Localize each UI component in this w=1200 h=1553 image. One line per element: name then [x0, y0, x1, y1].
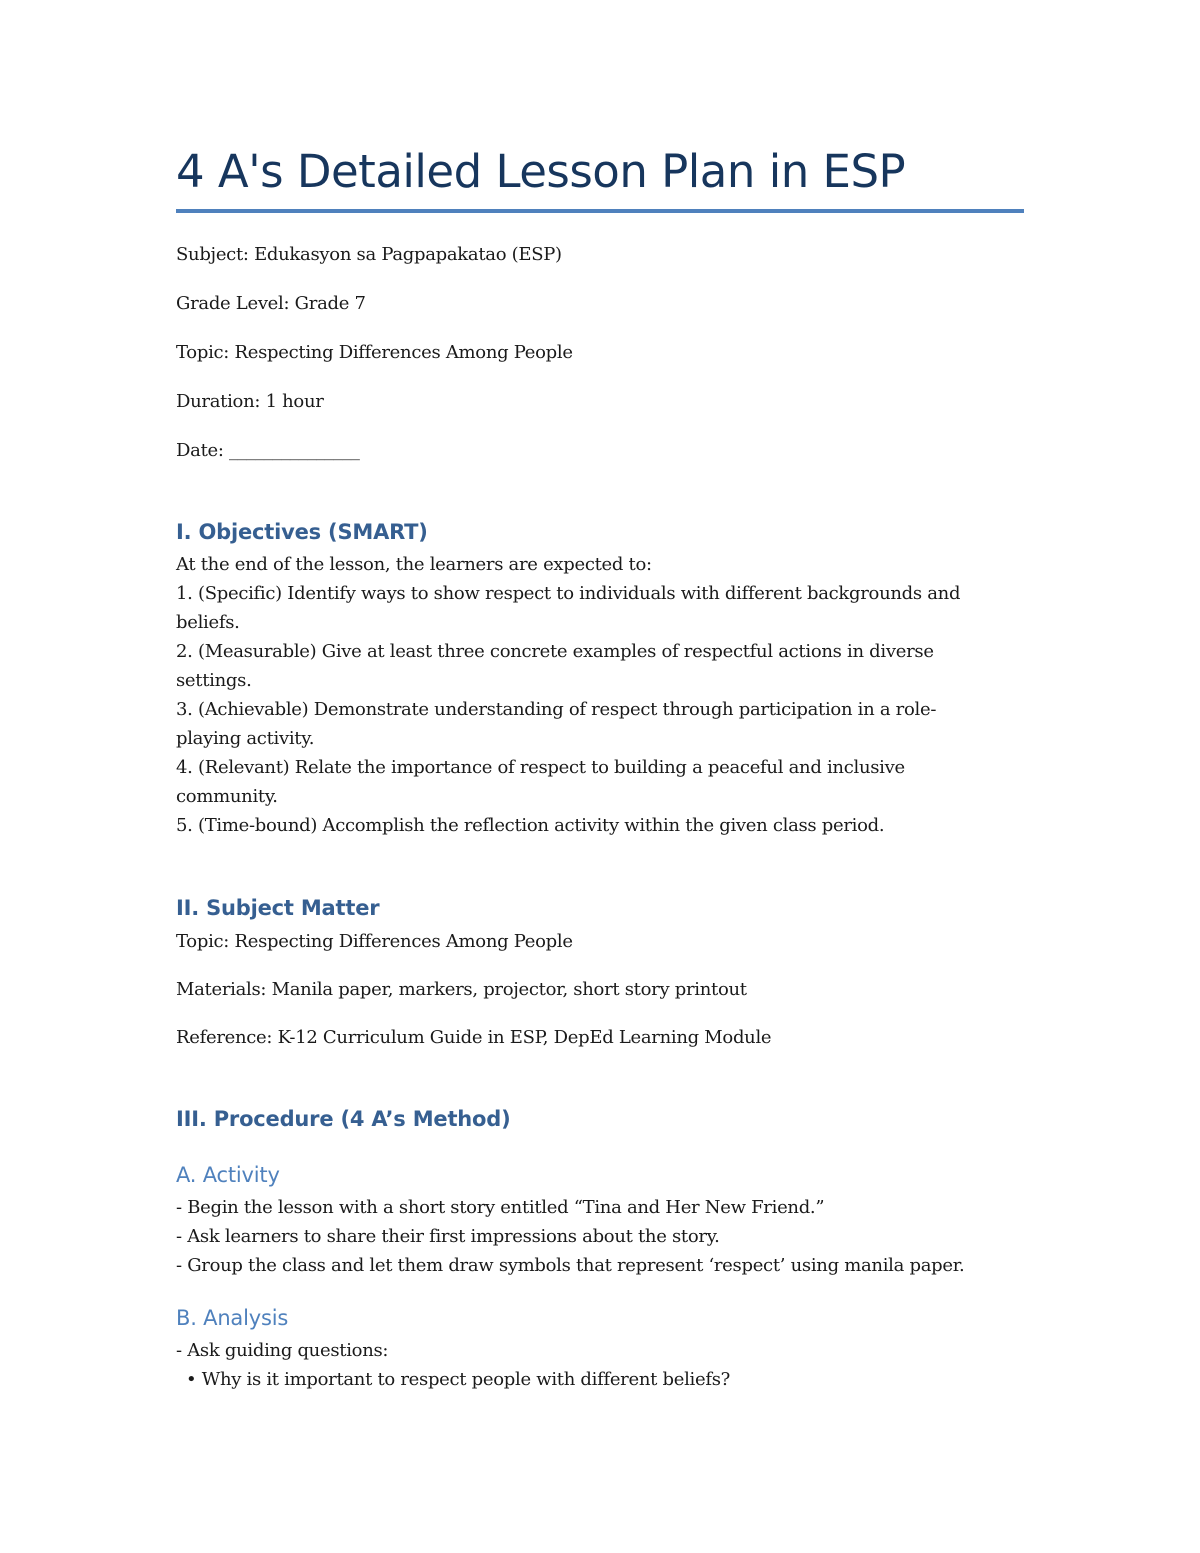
subject-matter-materials: Materials: Manila paper, markers, projector, short story printout	[176, 979, 747, 1000]
activity-line: - Group the class and let them draw symbols that represent ‘respect’ using manila paper.	[176, 1255, 965, 1276]
subject-matter-heading: II. Subject Matter	[176, 896, 380, 920]
objectives-line: 5. (Time-bound) Accomplish the reflection activity within the given class period.	[176, 815, 885, 836]
objectives-line: 4. (Relevant) Relate the importance of respect to building a peaceful and inclusive	[176, 757, 905, 778]
meta-subject: Subject: Edukasyon sa Pagpapakatao (ESP)	[176, 244, 562, 265]
subject-matter-topic: Topic: Respecting Differences Among People	[176, 931, 573, 952]
analysis-heading: B. Analysis	[176, 1306, 289, 1330]
objectives-line: 1. (Specific) Identify ways to show respect to individuals with different backgrounds and	[176, 583, 961, 604]
objectives-line: community.	[176, 786, 278, 807]
meta-duration: Duration: 1 hour	[176, 391, 324, 412]
objectives-line: 2. (Measurable) Give at least three concrete examples of respectful actions in diverse	[176, 641, 934, 662]
activity-heading: A. Activity	[176, 1163, 280, 1187]
objectives-line: playing activity.	[176, 728, 315, 749]
objectives-line: At the end of the lesson, the learners are expected to:	[176, 554, 652, 575]
activity-line: - Ask learners to share their first impressions about the story.	[176, 1226, 720, 1247]
analysis-line: - Ask guiding questions:	[176, 1340, 389, 1361]
objectives-line: 3. (Achievable) Demonstrate understanding of respect through participation in a role-	[176, 699, 937, 720]
analysis-bullet: • Why is it important to respect people with different beliefs?	[186, 1369, 730, 1390]
meta-topic: Topic: Respecting Differences Among People	[176, 342, 573, 363]
title-underline	[176, 209, 1024, 213]
meta-grade-level: Grade Level: Grade 7	[176, 293, 366, 314]
activity-line: - Begin the lesson with a short story entitled “Tina and Her New Friend.”	[176, 1197, 825, 1218]
objectives-heading: I. Objectives (SMART)	[176, 520, 428, 544]
procedure-heading: III. Procedure (4 A’s Method)	[176, 1107, 511, 1131]
objectives-line: beliefs.	[176, 612, 240, 633]
document-title: 4 A's Detailed Lesson Plan in ESP	[176, 145, 906, 198]
subject-matter-reference: Reference: K-12 Curriculum Guide in ESP, DepEd Learning Module	[176, 1027, 772, 1048]
meta-date: Date: _______________	[176, 440, 360, 461]
objectives-line: settings.	[176, 670, 252, 691]
